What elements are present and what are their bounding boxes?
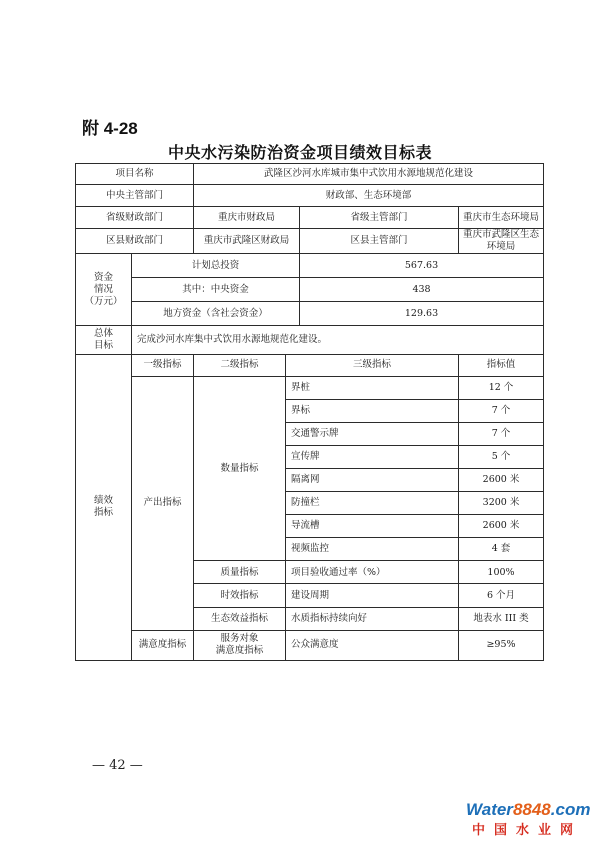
indicator-value: 2600 米: [459, 515, 544, 538]
indicator-value: 100%: [459, 561, 544, 584]
header-level1: 一级指标: [132, 354, 194, 376]
indicators-label-line2: 指标: [93, 507, 113, 519]
indicator-value: 7 个: [459, 422, 544, 445]
goal-label: [76, 326, 132, 354]
indicator-name: 导流槽: [286, 515, 459, 538]
logo-cn-text: 中国水业网: [472, 823, 583, 838]
indicator-value: 7 个: [459, 399, 544, 422]
indicator-value: ≥95%: [459, 630, 544, 660]
header-value: 指标值: [459, 354, 544, 376]
logo-part1: Water: [466, 800, 513, 819]
indicator-name: 公众满意度: [286, 630, 459, 660]
indicator-name: 界标: [286, 399, 459, 422]
output-indicator-label: 产出指标: [132, 376, 194, 630]
county-finance-label: 区县财政部门: [76, 229, 194, 254]
county-dept-value: 重庆市武隆区生态环境局: [459, 229, 544, 254]
indicator-name: 视频监控: [286, 538, 459, 561]
performance-target-table: [75, 163, 544, 661]
funds-row-label: 地方资金（含社会资金）: [132, 302, 300, 326]
quality-indicator-label: 质量指标: [194, 561, 286, 584]
goal-label-line2: 目标: [93, 339, 113, 351]
funds-row-label: 计划总投资: [132, 254, 300, 278]
table-row: [76, 254, 544, 278]
indicator-name: 防撞栏: [286, 492, 459, 515]
header-level2: 二级指标: [194, 354, 286, 376]
logo-part3: .com: [550, 800, 591, 819]
funds-label-line1: 资金: [93, 271, 113, 283]
county-dept-label: 区县主管部门: [300, 229, 459, 254]
funds-row-label: 其中：中央资金: [132, 278, 300, 302]
quantity-indicator-label: 数量指标: [194, 376, 286, 561]
table-row: [76, 207, 544, 229]
satisfaction-indicator-label: 满意度指标: [132, 630, 194, 660]
table-row: [76, 354, 544, 376]
indicator-name: 水质指标持续向好: [286, 607, 459, 630]
table-row: [76, 278, 544, 302]
funds-row-value: 567.63: [300, 254, 544, 278]
indicator-name: 隔离网: [286, 469, 459, 492]
indicators-label-line1: 绩效: [93, 495, 113, 507]
project-name-value: 武隆区沙河水库城市集中式饮用水源地规范化建设: [194, 164, 544, 185]
funds-label-line3: （万元）: [84, 295, 123, 307]
logo-part2: 8848: [512, 800, 551, 819]
indicator-value: 6 个月: [459, 584, 544, 607]
indicator-value: 4 套: [459, 538, 544, 561]
prov-finance-value: 重庆市财政局: [194, 207, 300, 229]
indicator-name: 界桩: [286, 376, 459, 399]
prov-dept-label: 省级主管部门: [300, 207, 459, 229]
table-row: [76, 376, 544, 399]
indicators-label: [76, 354, 132, 660]
prov-dept-value: 重庆市生态环境局: [459, 207, 544, 229]
indicator-name: 交通警示牌: [286, 422, 459, 445]
satisfaction-sub-line1: 服务对象: [220, 633, 259, 645]
logo-wordmark: [466, 800, 591, 820]
page-number: — 42 —: [92, 758, 143, 773]
satisfaction-sub-label: [194, 630, 286, 660]
watermark-logo: [466, 800, 591, 840]
table-row: [76, 302, 544, 326]
indicator-name: 项目验收通过率（%）: [286, 561, 459, 584]
goal-label-line1: 总体: [93, 328, 113, 340]
central-dept-label: 中央主管部门: [76, 185, 194, 207]
indicator-value: 3200 米: [459, 492, 544, 515]
indicator-value: 2600 米: [459, 469, 544, 492]
funds-label-line2: 情况: [93, 283, 113, 295]
prov-finance-label: 省级财政部门: [76, 207, 194, 229]
annex-label: 附 4-28: [82, 119, 138, 138]
funds-row-value: 129.63: [300, 302, 544, 326]
indicator-name: 宣传牌: [286, 445, 459, 468]
funds-row-value: 438: [300, 278, 544, 302]
eco-indicator-label: 生态效益指标: [194, 607, 286, 630]
timeliness-indicator-label: 时效指标: [194, 584, 286, 607]
table-row: [76, 630, 544, 660]
project-name-label: 项目名称: [76, 164, 194, 185]
county-finance-value: 重庆市武隆区财政局: [194, 229, 300, 254]
indicator-value: 5 个: [459, 445, 544, 468]
indicator-name: 建设周期: [286, 584, 459, 607]
satisfaction-sub-line2: 满意度指标: [215, 645, 264, 657]
funds-label: [76, 254, 132, 326]
indicator-value: 地表水 III 类: [459, 607, 544, 630]
header-level3: 三级指标: [286, 354, 459, 376]
central-dept-value: 财政部、生态环境部: [194, 185, 544, 207]
page-title: 中央水污染防治资金项目绩效目标表: [167, 143, 432, 162]
goal-text: 完成沙河水库集中式饮用水源地规范化建设。: [132, 326, 544, 354]
table-row: [76, 229, 544, 254]
table-row: [76, 185, 544, 207]
indicator-value: 12 个: [459, 376, 544, 399]
table-row: [76, 164, 544, 185]
table-row: [76, 326, 544, 354]
